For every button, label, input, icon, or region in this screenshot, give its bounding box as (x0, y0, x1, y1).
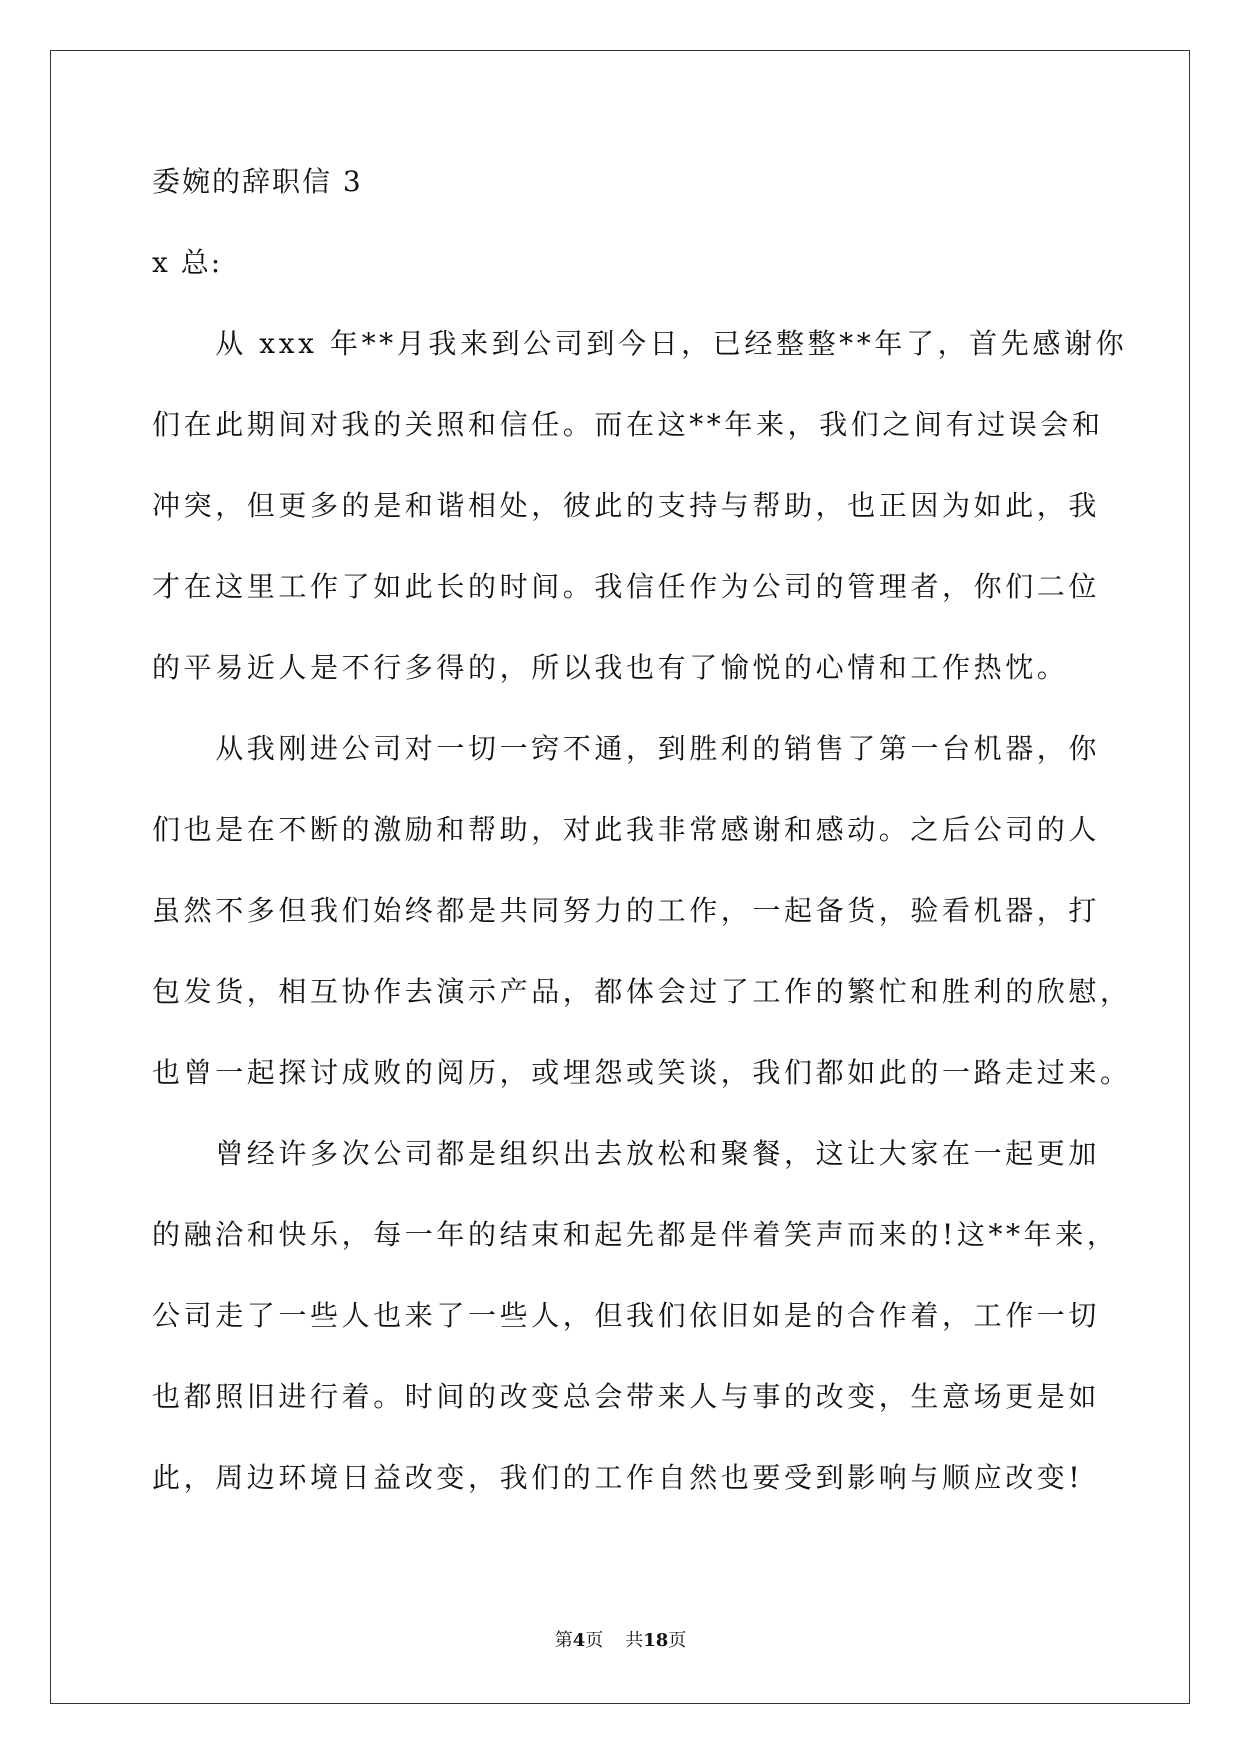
document-title: 委婉的辞职信 3 (152, 165, 363, 198)
total-suffix: 页 (668, 1630, 687, 1651)
page-prefix: 第 (554, 1630, 573, 1651)
body-line: 冲突，但更多的是和谐相处，彼此的支持与帮助，也正因为如此，我 (152, 489, 1101, 522)
body-line: 曾经许多次公司都是组织出去放松和聚餐，这让大家在一起更加 (152, 1137, 1101, 1170)
body-line: 从 xxx 年**月我来到公司到今日，已经整整**年了，首先感谢你 (152, 327, 1128, 360)
body-line: 的融洽和快乐，每一年的结束和起先都是伴着笑声而来的!这**年来， (152, 1218, 1119, 1251)
body-line: 此，周边环境日益改变，我们的工作自然也要受到影响与顺应改变! (152, 1461, 1084, 1494)
body-line: 从我刚进公司对一切一窍不通，到胜利的销售了第一台机器，你 (152, 732, 1101, 765)
body-line: 包发货，相互协作去演示产品，都体会过了工作的繁忙和胜利的欣慰， (152, 975, 1132, 1008)
current-page-number: 4 (572, 1630, 586, 1651)
total-page-number: 18 (643, 1630, 669, 1651)
body-line: 们也是在不断的激励和帮助，对此我非常感谢和感动。之后公司的人 (152, 813, 1101, 846)
body-line: 公司走了一些人也来了一些人，但我们依旧如是的合作着，工作一切 (152, 1299, 1101, 1332)
body-line: 也都照旧进行着。时间的改变总会带来人与事的改变，生意场更是如 (152, 1380, 1101, 1413)
page-suffix: 页 (585, 1630, 604, 1651)
page-footer (0, 1626, 1241, 1652)
body-line: 们在此期间对我的关照和信任。而在这**年来，我们之间有过误会和 (152, 408, 1104, 441)
body-line: 也曾一起探讨成败的阅历，或埋怨或笑谈，我们都如此的一路走过来。 (152, 1056, 1132, 1089)
body-line: 虽然不多但我们始终都是共同努力的工作，一起备货，验看机器，打 (152, 894, 1101, 927)
total-prefix: 共 (625, 1630, 644, 1651)
body-line: 才在这里工作了如此长的时间。我信任作为公司的管理者，你们二位 (152, 570, 1101, 603)
body-line: 的平易近人是不行多得的，所以我也有了愉悦的心情和工作热忱。 (152, 651, 1069, 684)
salutation: x 总: (152, 246, 223, 279)
document-body (152, 160, 1132, 1537)
